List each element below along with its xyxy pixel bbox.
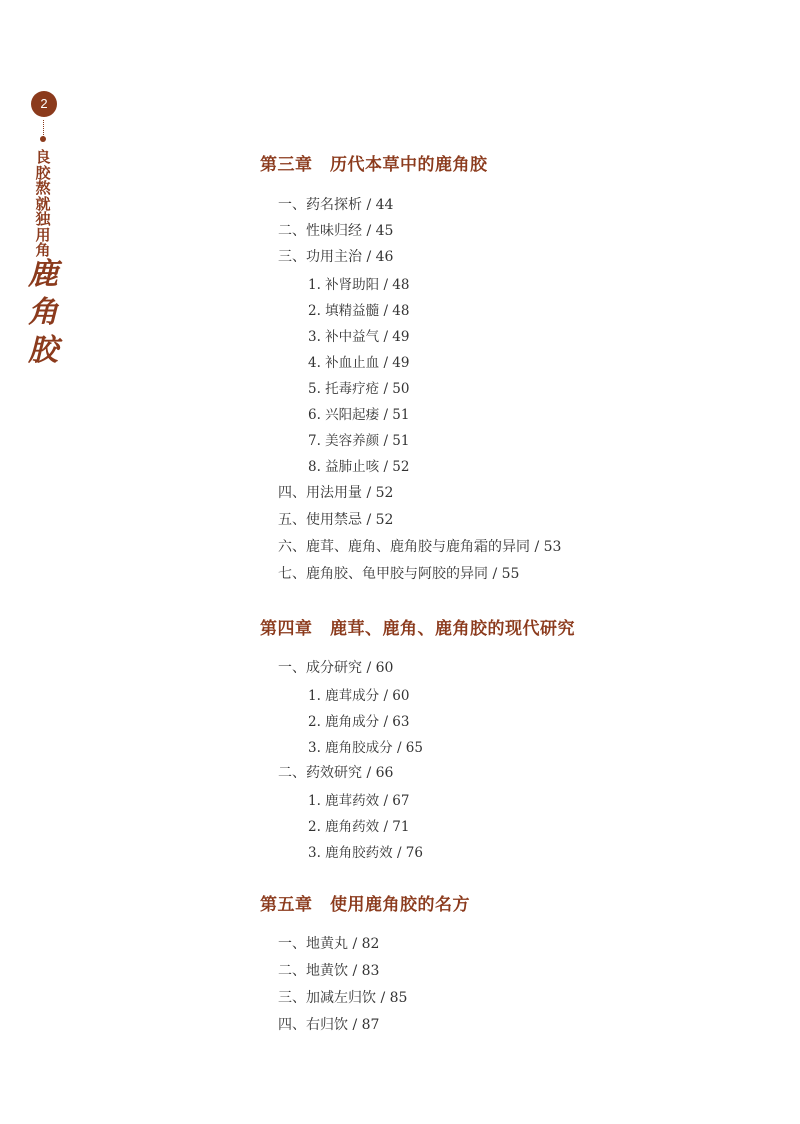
toc-subentry[interactable]: 3. 鹿角胶药效 / 76 <box>308 845 423 861</box>
chapter-heading[interactable]: 第四章 鹿茸、鹿角、鹿角胶的现代研究 <box>260 619 575 639</box>
toc-entry[interactable]: 四、右归饮 / 87 <box>278 1017 380 1033</box>
toc-entry[interactable]: 三、功用主治 / 46 <box>278 249 394 265</box>
toc-subentry[interactable]: 5. 托毒疗疮 / 50 <box>308 381 410 397</box>
toc-entry[interactable]: 二、药效研究 / 66 <box>278 765 394 781</box>
toc-subentry[interactable]: 8. 益肺止咳 / 52 <box>308 459 410 475</box>
toc-subentry[interactable]: 3. 鹿角胶成分 / 65 <box>308 740 423 756</box>
toc-entry[interactable]: 五、使用禁忌 / 52 <box>278 512 394 528</box>
toc-entry[interactable]: 六、鹿茸、鹿角、鹿角胶与鹿角霜的异同 / 53 <box>278 539 562 555</box>
toc-entry[interactable]: 一、成分研究 / 60 <box>278 660 394 676</box>
toc-entry[interactable]: 四、用法用量 / 52 <box>278 485 394 501</box>
toc-subentry[interactable]: 3. 补中益气 / 49 <box>308 329 410 345</box>
chapter-heading[interactable]: 第三章 历代本草中的鹿角胶 <box>260 155 488 175</box>
toc-subentry[interactable]: 1. 鹿茸药效 / 67 <box>308 793 410 809</box>
toc-entry[interactable]: 七、鹿角胶、龟甲胶与阿胶的异同 / 55 <box>278 566 520 582</box>
toc-entry[interactable]: 二、地黄饮 / 83 <box>278 963 380 979</box>
toc-subentry[interactable]: 2. 鹿角成分 / 63 <box>308 714 410 730</box>
toc-entry[interactable]: 一、药名探析 / 44 <box>278 197 394 213</box>
series-title: 良胶熬就独用角 <box>35 148 51 259</box>
toc-subentry[interactable]: 6. 兴阳起痿 / 51 <box>308 407 410 423</box>
toc-subentry[interactable]: 2. 鹿角药效 / 71 <box>308 819 410 835</box>
toc-subentry[interactable]: 1. 鹿茸成分 / 60 <box>308 688 410 704</box>
toc-entry[interactable]: 一、地黄丸 / 82 <box>278 936 380 952</box>
toc-subentry[interactable]: 1. 补肾助阳 / 48 <box>308 277 410 293</box>
toc-subentry[interactable]: 4. 补血止血 / 49 <box>308 355 410 371</box>
chapter-heading[interactable]: 第五章 使用鹿角胶的名方 <box>260 895 470 915</box>
toc-entry[interactable]: 二、性味归经 / 45 <box>278 223 394 239</box>
page-number-badge: 2 <box>31 91 57 117</box>
book-title: 鹿角胶 <box>28 257 58 368</box>
toc-entry[interactable]: 三、加减左归饮 / 85 <box>278 990 408 1006</box>
toc-subentry[interactable]: 2. 填精益髓 / 48 <box>308 303 410 319</box>
toc-subentry[interactable]: 7. 美容养颜 / 51 <box>308 433 410 449</box>
